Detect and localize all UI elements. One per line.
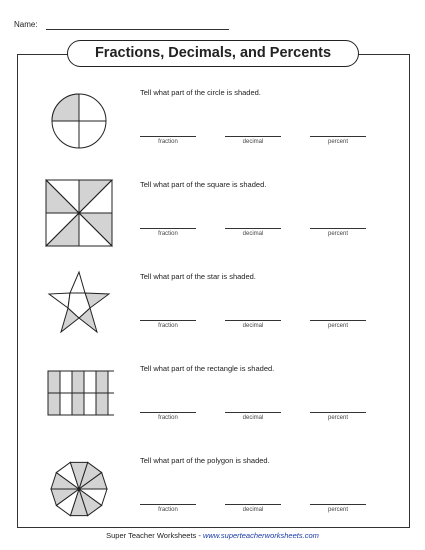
problem-prompt: Tell what part of the circle is shaded. — [140, 88, 261, 97]
percent-blank[interactable] — [310, 228, 366, 229]
decimal-label: decimal — [242, 139, 264, 145]
fraction-label: fraction — [158, 507, 178, 513]
decimal-blank[interactable] — [225, 412, 281, 413]
decimal-label: decimal — [242, 507, 264, 513]
fraction-blank[interactable] — [140, 136, 196, 137]
circle-shaded-quarter — [52, 94, 79, 121]
decimal-blank[interactable] — [225, 320, 281, 321]
footer-brand: Super Teacher Worksheets - — [106, 531, 203, 540]
problem-square — [0, 178, 425, 270]
percent-label: percent — [327, 415, 348, 421]
footer — [0, 531, 425, 540]
fraction-label: fraction — [158, 323, 178, 329]
percent-label: percent — [327, 323, 348, 329]
problem-prompt: Tell what part of the polygon is shaded. — [140, 456, 270, 465]
problem-prompt: Tell what part of the star is shaded. — [140, 272, 256, 281]
problem-prompt: Tell what part of the rectangle is shaded. — [140, 364, 275, 373]
fraction-blank[interactable] — [140, 412, 196, 413]
fraction-label: fraction — [158, 231, 178, 237]
decimal-label: decimal — [242, 415, 264, 421]
fraction-label: fraction — [158, 415, 178, 421]
percent-blank[interactable] — [310, 136, 366, 137]
problem-prompt: Tell what part of the square is shaded. — [140, 180, 267, 189]
fraction-label: fraction — [158, 139, 178, 145]
problem-rectangle — [0, 362, 425, 454]
percent-label: percent — [327, 139, 348, 145]
decimal-blank[interactable] — [225, 136, 281, 137]
percent-blank[interactable] — [310, 504, 366, 505]
star-shape — [44, 270, 114, 340]
problem-star — [0, 270, 425, 362]
polygon-shape — [44, 454, 114, 524]
decimal-label: decimal — [242, 323, 264, 329]
page-title: Fractions, Decimals, and Percents — [67, 40, 359, 67]
decimal-label: decimal — [242, 231, 264, 237]
rectangle-shape — [44, 362, 114, 432]
percent-label: percent — [327, 507, 348, 513]
problem-circle — [0, 86, 425, 178]
footer-link[interactable]: www.superteacherworksheets.com — [202, 531, 319, 540]
percent-blank[interactable] — [310, 412, 366, 413]
name-line — [46, 29, 229, 30]
percent-label: percent — [327, 231, 348, 237]
circle-shape — [44, 86, 114, 156]
decimal-blank[interactable] — [225, 228, 281, 229]
fraction-blank[interactable] — [140, 228, 196, 229]
name-label: Name: — [14, 20, 38, 29]
fraction-blank[interactable] — [140, 320, 196, 321]
percent-blank[interactable] — [310, 320, 366, 321]
square-shape — [44, 178, 114, 248]
fraction-blank[interactable] — [140, 504, 196, 505]
decimal-blank[interactable] — [225, 504, 281, 505]
